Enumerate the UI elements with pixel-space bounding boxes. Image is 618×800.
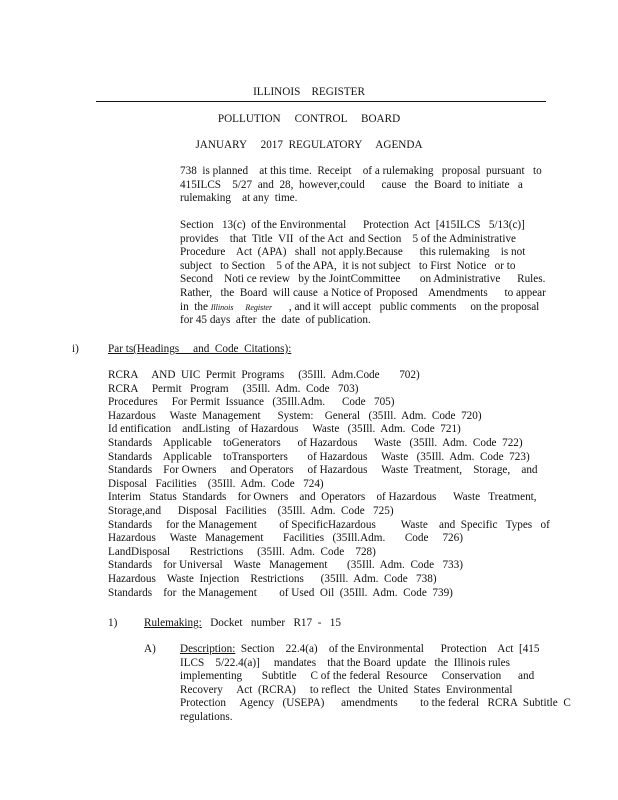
paragraph-line: regulations. [180,710,233,723]
description-title: Description: [180,643,236,655]
agenda-title: JANUARY 2017 REGULATORY AGENDA [195,139,423,151]
paragraph-line: Rather, the Board will cause a Notice of Proposed Amendments to appear [180,286,546,299]
rulemaking-label: 1) [108,617,118,629]
list-item: Hazardous Waste Management System: General (35Ill. Adm. Code 720) [108,409,482,422]
paragraph-line: Second Noti ce review by the JointCommittee on Administrative Rules. [180,273,546,286]
continuation-paragraph [180,165,542,206]
list-item: Storage,and Disposal Facilities (35Ill. Adm. Code 725) [108,504,394,517]
rulemaking-heading [144,617,341,631]
list-item: Standards For Owners and Operators of Hazardous Waste Treatment, Storage, and [108,464,538,477]
list-item: RCRA Permit Program (35Ill. Adm. Code 703) [108,382,359,395]
section-13c-paragraph [180,219,546,328]
list-item: Procedures For Permit Issuance (35Ill.Adm. Code 705) [108,396,395,409]
list-item: Standards for the Management of Used Oil (35Ill. Adm. Code 739) [108,586,453,599]
list-item: Hazardous Waste Injection Restrictions (35Ill. Adm. Code 738) [108,572,437,585]
paragraph-line: for 45 days after the date of publication. [180,314,371,327]
list-item: Interim Status Standards for Owners and Operators of Hazardous Waste Treatment, [108,491,537,504]
text-run: Section 22.4(a) of the Environmental Protection Act [415 [235,643,540,655]
paragraph-line: provides that Title VII of the Act and Section 5 of the Administrative [180,232,516,245]
section-i-label: i) [72,343,79,355]
paragraph-line [180,643,540,657]
paragraph-line [180,300,540,315]
paragraph-line: Section 13(c) of the Environmental Protection Act [415ILCS 5/13(c)] [180,219,525,231]
list-item: Disposal Facilities (35Ill. Adm. Code 724) [108,477,324,490]
text-run: in the [180,300,211,313]
rulemaking-title: Rulemaking: [144,617,202,629]
text-run: , and it will accept public comments on the proposal [272,300,540,313]
docket-number: Docket number R17 - 15 [201,617,341,629]
paragraph-line: subject to Section 5 of the APA, it is not subject to First Notice or to [180,259,516,272]
list-item: RCRA AND UIC Permit Programs (35Ill. Adm.Code 702) [108,369,420,381]
paragraph-line: implementing Subtitle C of the federal Resource Conservation and [180,670,535,683]
list-item: Hazardous Waste Management Facilities (35Ill.Adm. Code 726) [108,532,463,545]
paragraph-line: Procedure Act (APA) shall not apply.Because this rulemaking is not [180,246,526,259]
list-item: LandDisposal Restrictions (35Ill. Adm. Code 728) [108,545,376,558]
header-rule [96,101,546,102]
paragraph-line: 415ILCS 5/27 and 28, however,could cause the Board to initiate a [180,178,523,191]
parts-list [108,369,550,600]
paragraph-line: 738 is planned at this time. Receipt of a rulemaking proposal pursuant to [180,165,542,177]
section-i-title: Par ts(Headings and Code Citations): [108,343,292,355]
list-item: Standards for the Management of SpecificHazardous Waste and Specific Types of [108,518,550,531]
illinois-register-italic: Illinois Register [210,302,273,312]
paragraph-line: Protection Agency (USEPA) amendments to the federal RCRA Subtitle C [180,697,571,710]
list-item: Id entification andListing of Hazardous Waste (35Ill. Adm. Code 721) [108,423,461,436]
description-paragraph [180,643,571,725]
list-item: Standards for Universal Waste Management (35Ill. Adm. Code 733) [108,559,463,572]
paragraph-line: ILCS 5/22.4(a)] mandates that the Board update the Illinois rules [180,656,510,669]
list-item: Standards Applicable toGenerators of Hazardous Waste (35Ill. Adm. Code 722) [108,436,523,449]
paragraph-line: rulemaking at any time. [180,192,298,205]
description-label: A) [144,643,156,655]
list-item: Standards Applicable toTransporters of Hazardous Waste (35Ill. Adm. Code 723) [108,450,530,463]
register-title: ILLINOIS REGISTER [253,86,365,98]
paragraph-line: Recovery Act (RCRA) to reflect the United States Environmental [180,683,513,696]
board-title: POLLUTION CONTROL BOARD [217,113,401,125]
